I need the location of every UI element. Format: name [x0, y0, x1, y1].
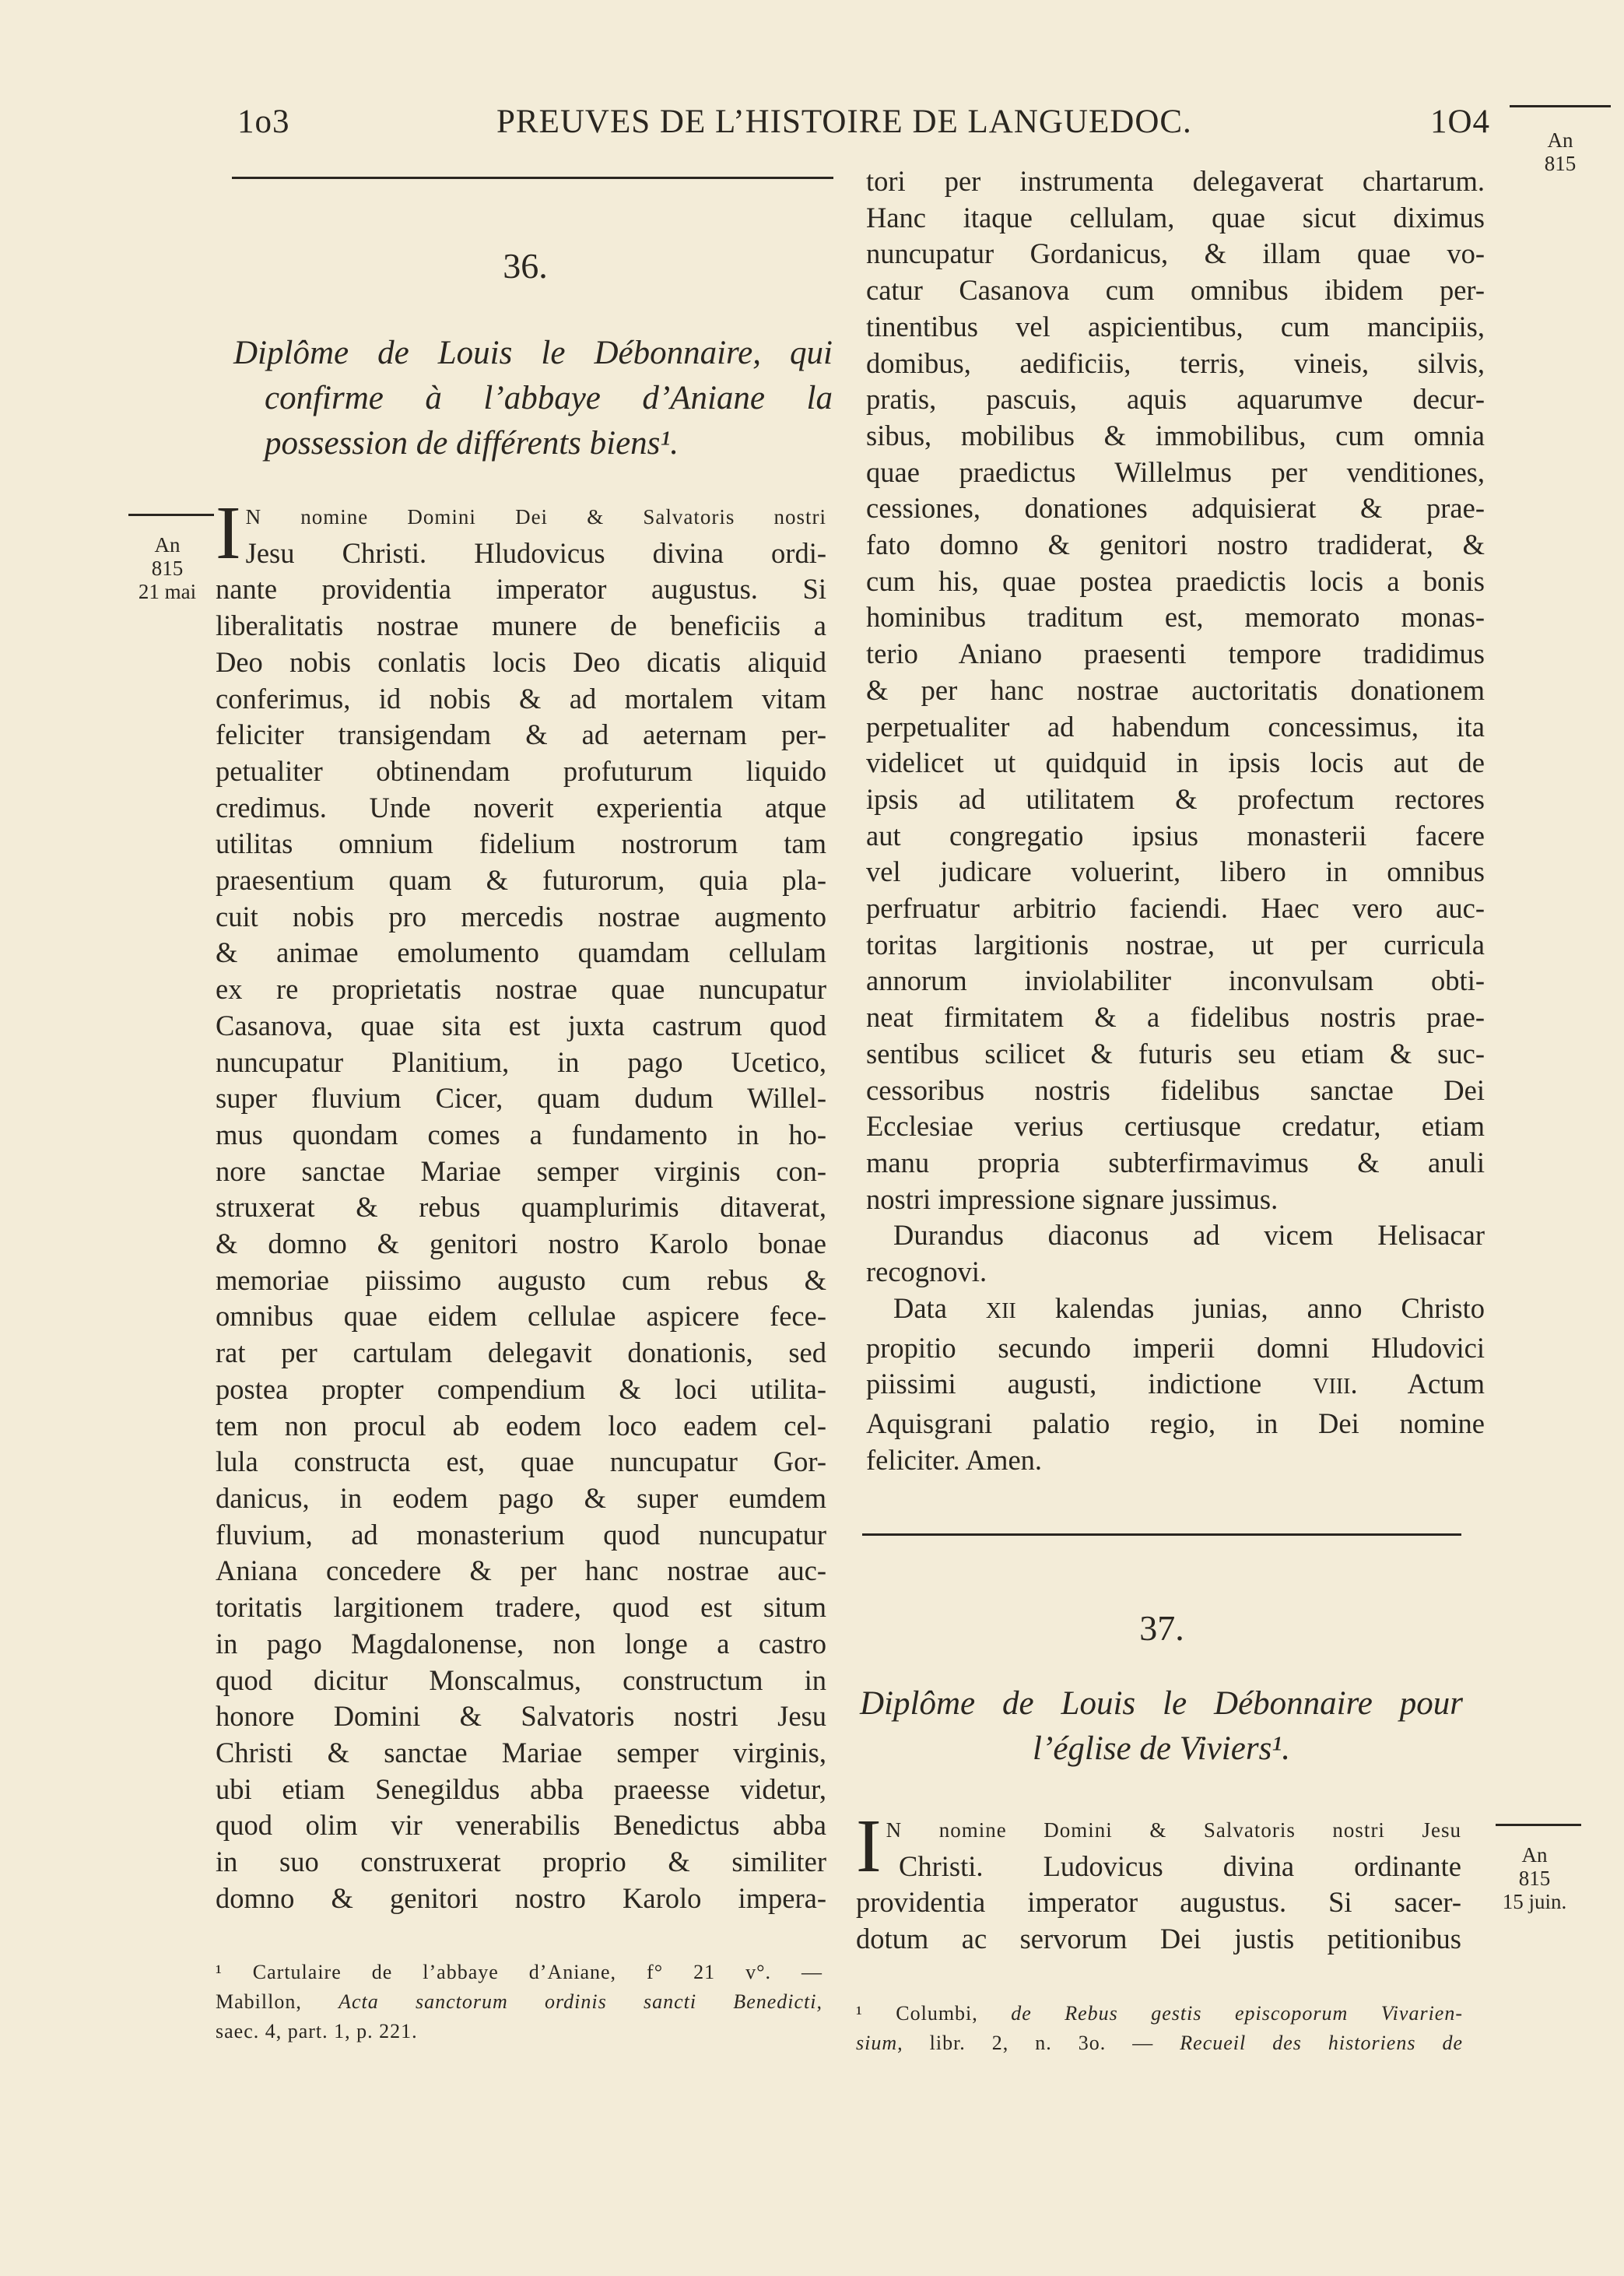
running-title: PREUVES DE L’HISTOIRE DE LANGUEDOC.: [496, 104, 1192, 140]
text-line: & animae emolumento quamdam cellulam: [216, 936, 826, 969]
doc37-text: I N nomine Domini & Salvatoris nostri Jesu Christi. Ludovicus divina ordinante providentia imperator augustus. Si sacer- dotum ac servorum Dei justis petitionibus: [856, 1810, 1461, 1958]
text-line: annorum inviolabiliter inconvulsam obti-: [866, 964, 1485, 997]
text-line: manu propria subterfirmavimus & anuli: [866, 1146, 1485, 1178]
text-line: nore sanctae Mariae semper virginis con-: [216, 1154, 826, 1187]
doc37-body: [856, 1849, 1461, 1958]
text-line: praesentium quam & futurorum, quia pla-: [216, 864, 826, 897]
text-line: N nomine Domini Dei & Salvatoris nostri: [245, 505, 826, 529]
text-line: quod dicitur Monscalmus, constructum in: [216, 1663, 826, 1696]
text-line: videlicet ut quidquid in ipsis locis aut de: [866, 746, 1485, 779]
text-line: utilitas omnium fidelium nostrorum tam: [216, 827, 826, 860]
text-line: struxerat & rebus quamplurimis ditaverat,: [216, 1191, 826, 1224]
text-line: domibus, aedificiis, terris, vineis, silvis,: [866, 346, 1485, 379]
text-line: quae praedictus Willelmus per venditiones,: [866, 455, 1485, 488]
text-line: terio Aniano praesenti tempore tradidimus: [866, 637, 1485, 670]
text-line: liberalitatis nostrae munere de beneficiis a: [216, 609, 826, 642]
page-number-left: 1o3: [237, 104, 290, 140]
text-line: perpetualiter ad habendum concessimus, ita: [866, 710, 1485, 743]
doc37-footnote: ¹ Columbi, de Rebus gestis episcoporum Vivarien- sium, libr. 2, n. 3o. — Recueil des historiens de: [856, 2002, 1464, 2054]
text-line: Christi. Ludovicus divina ordinante: [899, 1849, 1461, 1882]
doc36-body-continued: [866, 163, 1485, 1217]
doc36-number: 36.: [503, 246, 548, 286]
text-line: cuit nobis pro mercedis nostrae augmento: [216, 900, 826, 933]
text-line: neat firmitatem & a fidelibus nostris prae-: [866, 1001, 1485, 1034]
text-line: credimus. Unde noverit experientia atque: [216, 791, 826, 824]
doc36-footnote: ¹ Cartulaire de l’abbaye d’Aniane, f° 21 v°. — Mabillon, Acta sanctorum ordinis sancti Benedicti, saec. 4, part. 1, p. 221.: [216, 1961, 823, 2042]
text-line: vel judicare voluerint, libero in omnibus: [866, 855, 1485, 888]
text-line: ipsis ad utilitatem & profectum rectores: [866, 782, 1485, 815]
text-line: domno & genitori nostro Karolo impera-: [216, 1881, 826, 1914]
doc36-title: Diplôme de Louis le Débonnaire, qui confirme à l’abbaye d’Aniane la possession de différents biens¹.: [233, 335, 833, 462]
text-line: fato domno & genitori nostro tradiderat, &: [866, 529, 1485, 561]
margin-rule: [1496, 1824, 1581, 1826]
text-line: danicus, in eodem pago & super eumdem: [216, 1481, 826, 1514]
text-line: in suo construxerat proprio & similiter: [216, 1846, 826, 1878]
doc37-title: Diplôme de Louis le Débonnaire pour l’église de Viviers¹.: [860, 1685, 1463, 1767]
text-line: quod olim vir venerabilis Benedictus abba: [216, 1809, 826, 1842]
margin-note-doc37: An 815 15 juin.: [1502, 1843, 1567, 1913]
text-line: toritas largitionis nostrae, ut per curricula: [866, 928, 1485, 961]
text-line: rat per cartulam delegavit donationis, sed: [216, 1336, 826, 1369]
text-line: postea propter compendium & loci utilita-: [216, 1372, 826, 1405]
text-line: toritatis largitionem tradere, quod est situm: [216, 1591, 826, 1624]
margin-note-top-right: An 815: [1544, 128, 1577, 175]
text-line: tinentibus vel aspicientibus, cum mancipiis,: [866, 310, 1485, 342]
text-line: super fluvium Cicer, quam dudum Willel-: [216, 1082, 826, 1115]
text-line: Ecclesiae verius certiusque credatur, etiam: [866, 1110, 1485, 1143]
text-line: Jesu Christi. Hludovicus divina ordi-: [245, 536, 826, 569]
text-line: sentibus scilicet & futuris seu etiam & suc-: [866, 1037, 1485, 1070]
text-line: tori per instrumenta delegaverat chartarum.: [866, 165, 1485, 197]
text-line: petualiter obtinendam profuturum liquido: [216, 754, 826, 787]
text-line: perfruatur arbitrio faciendi. Haec vero auc-: [866, 892, 1485, 925]
text-line: ex re proprietatis nostrae quae nuncupatur: [216, 973, 826, 1006]
text-line: pratis, pascuis, aquis aquarumve decur-: [866, 383, 1485, 416]
text-line: cessiones, donationes adquisierat & prae-: [866, 492, 1485, 525]
drop-cap: I: [856, 1804, 882, 1888]
doc36-text-right: tori per instrumenta delegaverat chartarum. Hanc itaque cellulam, quae sicut diximus nuncupatur Gordanicus, & illam quae vo- catur Casanova cum omnibus ibidem per- tinentibus vel aspicientibus, cum mancipiis, domibus, aedificiis, terris, vineis, silvis, pratis, pascuis, aquis aquarumve decur- sibus, mobilibus & immobilibus, cum omnia quae praedictus Willelmus per venditiones, cessiones, donationes adquisierat & prae- fato domno & genitori nostro tradiderat, & cum his, quae postea praedictis locis a bonis hominibus traditum est, memorato monas- terio Aniano praesenti tempore tradidimus & per hanc nostrae auctoritatis donationem perpetualiter ad habendum concessimus, ita videlicet ut quidquid in ipsis locis aut de ipsis ad utilitatem & profectum rectores aut congregatio ipsius monasterii facere vel judicare voluerint, libero in omnibus perfruatur arbitrio faciendi. Haec vero auc- toritas largitionis nostrae, ut per curricula annorum inviolabiliter inconvulsam obti- neat firmitatem & a fidelibus nostris prae- sentibus scilicet & futuris seu etiam & suc- cessoribus nostris fidelibus sanctae Dei Ecclesiae verius certiusque credatur, etiam manu propria subterfirmavimus & anuli nostri impressione signare jussimus. Durandus diaconus ad vicem Helisacar recognovi. Data XII kalendas junias, anno Christo propitio secundo imperii domni Hludovici piissimi augusti, indictione VIII. Actum Aquisgrani palatio regio, in Dei nomine feliciter. Amen.: [866, 165, 1485, 1476]
section-rule: [232, 177, 833, 179]
text-line: Hanc itaque cellulam, quae sicut diximus: [866, 201, 1485, 234]
text-line: feliciter transigendam & ad aeternam per-: [216, 718, 826, 751]
text-line: nuncupatur Gordanicus, & illam quae vo-: [866, 237, 1485, 270]
text-line: mus quondam comes a fundamento in ho-: [216, 1118, 826, 1150]
text-line: tem non procul ab eodem loco eadem cel-: [216, 1409, 826, 1442]
doc36-body: [216, 536, 826, 1917]
text-line: hominibus traditum est, memorato monas-: [866, 601, 1485, 634]
page-number-right: 1O4: [1430, 104, 1491, 140]
text-line: Christi & sanctae Mariae semper virginis,: [216, 1736, 826, 1768]
margin-note-doc36: An 815 21 mai: [138, 533, 197, 603]
text-line: nante providentia imperator augustus. Si: [216, 573, 826, 606]
text-line: catur Casanova cum omnibus ibidem per-: [866, 274, 1485, 307]
text-line: Deo nobis conlatis locis Deo dicatis aliquid: [216, 645, 826, 678]
drop-cap: I: [216, 491, 241, 575]
text-line: nostri impressione signare jussimus.: [866, 1182, 1279, 1215]
text-line: dotum ac servorum Dei justis petitionibus: [856, 1923, 1461, 1955]
text-line: cessoribus nostris fidelibus sanctae Dei: [866, 1073, 1485, 1106]
margin-rule: [1510, 105, 1611, 107]
text-line: memoriae piissimo augusto cum rebus &: [216, 1263, 826, 1296]
text-line: Aniana concedere & per hanc nostrae auc-: [216, 1554, 826, 1587]
doc36-text-left: [216, 491, 826, 1916]
section-rule: [862, 1533, 1461, 1536]
text-line: nuncupatur Planitium, in pago Ucetico,: [216, 1045, 826, 1078]
text-line: omnibus quae eidem cellulae aspicere fece-: [216, 1300, 826, 1333]
text-line: conferimus, id nobis & ad mortalem vitam: [216, 682, 826, 715]
margin-rule: [128, 514, 214, 516]
text-line: lula constructa est, quae nuncupatur Gor-: [216, 1445, 826, 1478]
text-line: fluvium, ad monasterium quod nuncupatur: [216, 1518, 826, 1551]
doc37-number: 37.: [1139, 1608, 1184, 1648]
text-line: in pago Magdalonense, non longe a castro: [216, 1627, 826, 1660]
text-line: sibus, mobilibus & immobilibus, cum omnia: [866, 419, 1485, 451]
text-line: aut congregatio ipsius monasterii facere: [866, 819, 1485, 852]
text-line: ubi etiam Senegildus abba praeesse videtur,: [216, 1772, 826, 1805]
text-line: cum his, quae postea praedictis locis a bonis: [866, 564, 1485, 597]
text-line: providentia imperator augustus. Si sacer-: [856, 1886, 1461, 1919]
text-line: & domno & genitori nostro Karolo bonae: [216, 1228, 826, 1260]
text-line: Casanova, quae sita est juxta castrum quod: [216, 1009, 826, 1041]
text-line: honore Domini & Salvatoris nostri Jesu: [216, 1700, 826, 1733]
text-line: & per hanc nostrae auctoritatis donationem: [866, 673, 1485, 706]
